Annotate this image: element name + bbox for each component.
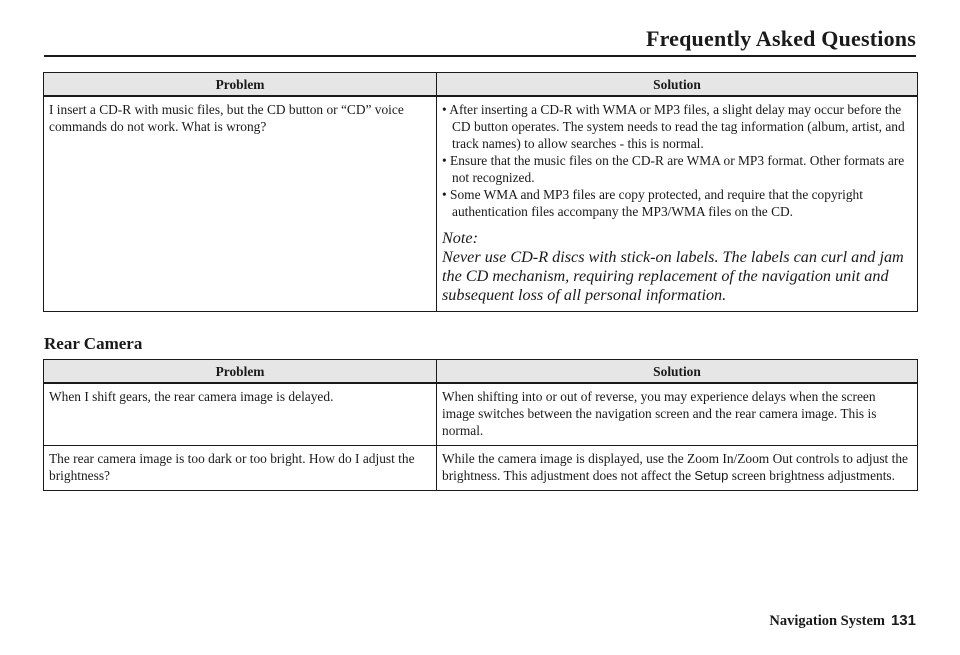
table-row: [44, 446, 918, 491]
table-header-row: [44, 73, 918, 97]
solution-column-header: Solution: [437, 360, 918, 384]
page-number: 131: [890, 612, 916, 629]
title-divider: [44, 55, 916, 57]
problem-cell: The rear camera image is too dark or too bright. How do I adjust the brightness?: [44, 446, 437, 491]
page-title: Frequently Asked Questions: [645, 26, 916, 51]
problem-column-header: Problem: [44, 73, 437, 97]
solution-text: While the camera image is displayed, use the Zoom In/Zoom Out controls to adjust the brightness. This adjustment does not affect the: [442, 451, 908, 483]
footer-label: Navigation System: [769, 613, 885, 629]
solution-cell: When shifting into or out of reverse, you may experience delays when the screen image switches between the navigation screen and the rear camera image. This is normal.: [437, 383, 918, 446]
solution-bullet: • After inserting a CD-R with WMA or MP3 files, a slight delay may occur before the CD button operates. The system needs to read the tag information (album, artist, and track names) to allow searches - this is normal.: [442, 102, 905, 151]
problem-cell: I insert a CD-R with music files, but the CD button or “CD” voice commands do not work. What is wrong?: [44, 96, 437, 312]
solution-column-header: Solution: [437, 73, 918, 97]
note-body: Never use CD-R discs with stick-on labels. The labels can curl and jam the CD mechanism, requiring replacement of the navigation unit and subsequent loss of all personal information.: [442, 248, 904, 304]
rear-camera-faq-table: [43, 359, 918, 491]
solution-cell: [437, 96, 918, 312]
note-title: Note:: [442, 229, 478, 247]
page-footer: [769, 612, 916, 630]
solution-text: screen brightness adjustments.: [728, 468, 895, 483]
setup-keyword: Setup: [694, 468, 729, 483]
solution-bullet: • Ensure that the music files on the CD-R are WMA or MP3 format. Other formats are not recognized.: [442, 153, 905, 185]
solution-bullet: • Some WMA and MP3 files are copy protected, and require that the copyright authentication files accompany the MP3/WMA files on the CD.: [442, 187, 863, 219]
table-row: [44, 96, 918, 312]
solution-cell: [437, 446, 918, 491]
problem-column-header: Problem: [44, 360, 437, 384]
cd-faq-table: [43, 72, 918, 312]
problem-cell: When I shift gears, the rear camera image is delayed.: [44, 383, 437, 446]
table-header-row: [44, 360, 918, 384]
section-heading-rear-camera: Rear Camera: [44, 334, 143, 353]
table-row: [44, 383, 918, 446]
